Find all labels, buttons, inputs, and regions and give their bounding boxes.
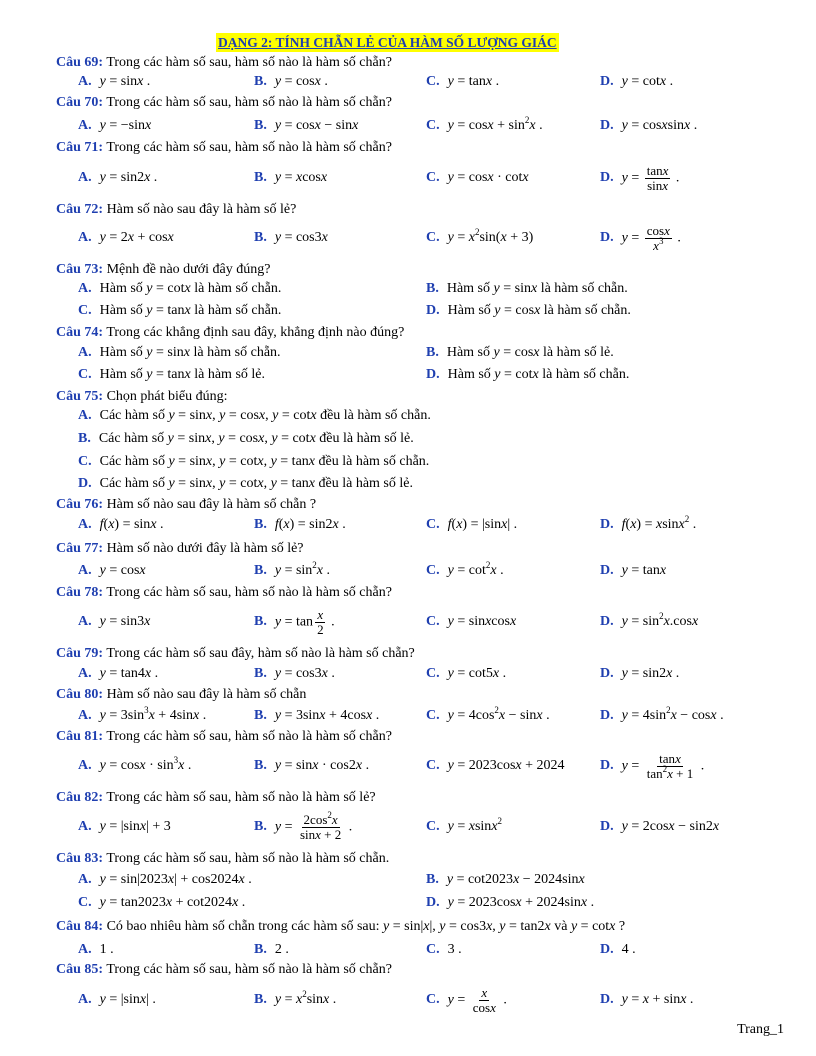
- option-c: C. y = tan2023x + cot2024x .: [78, 895, 246, 910]
- option-b: B. Hàm số y = cosx là hàm số lẻ.: [426, 345, 614, 360]
- question-75: Câu 75: Chọn phát biểu đúng:: [56, 389, 228, 404]
- option-c: C. f(x) = |sinx| .: [426, 517, 518, 532]
- option-75-b: [0, 427, 816, 451]
- options-71: [0, 162, 816, 193]
- question-text: Trong các hàm số sau, hàm số nào là hàm số chẵn?: [106, 55, 392, 70]
- options-69: [0, 70, 816, 94]
- option-d: D. Các hàm số y = sinx, y = cotx, y = tanx đều là hàm số lẻ.: [78, 476, 413, 491]
- option-b: B. y = cosx .: [254, 74, 328, 89]
- options-81: [0, 750, 816, 781]
- question-78: Câu 78: Trong các hàm số sau, hàm số nào là hàm số chẵn?: [56, 585, 392, 600]
- option-b: B. y = sinx · cos2x .: [254, 758, 370, 773]
- option-a: A. y = |sinx| + 3: [78, 819, 171, 834]
- options-84: [0, 938, 816, 962]
- question-72: Câu 72: Hàm số nào sau đây là hàm số lẻ?: [56, 202, 297, 217]
- option-d: D. y = cosxsinx .: [600, 118, 698, 133]
- option-d: D. y = tanx: [600, 563, 667, 578]
- option-c: C. y = $\frac{x}{\cos x}$ .: [426, 984, 507, 1015]
- option-b: B. y = cos3x .: [254, 666, 335, 681]
- question-76: Câu 76: Hàm số nào sau đây là hàm số chẵn ?: [56, 497, 317, 512]
- option-75-d: [0, 472, 816, 496]
- option-a: A. y = |sinx| .: [78, 992, 156, 1007]
- option-a: A. f(x) = sinx .: [78, 517, 164, 532]
- options-70: [0, 114, 816, 138]
- option-c: C. $y = 4\cos^2x - \sin x$ .: [426, 705, 550, 723]
- option-75-a: [0, 404, 816, 428]
- question-74: Câu 74: Trong các khẳng định sau đây, khẳng định nào đúng?: [56, 325, 405, 340]
- option-a: A. y = cosx: [78, 563, 146, 578]
- option-a: A. $y = \cos x \cdot \sin^3x$ .: [78, 755, 192, 773]
- option-b: B. y = 3sinx + 4cosx .: [254, 708, 380, 723]
- question-79: Câu 79: Trong các hàm số sau đây, hàm số nào là hàm số chẵn?: [56, 646, 415, 661]
- option-d: D. 4 .: [600, 942, 636, 957]
- page-number: Trang_1: [737, 1022, 784, 1037]
- options-72: [0, 222, 816, 253]
- option-c: C. Các hàm số y = sinx, y = cotx, y = tanx đều là hàm số chẵn.: [78, 454, 430, 469]
- question-73: Câu 73: Mệnh đề nào dưới đây đúng?: [56, 262, 271, 277]
- question-85: Câu 85: Trong các hàm số sau, hàm số nào là hàm số chẵn?: [56, 962, 392, 977]
- option-c: C. y = 2023cosx + 2024: [426, 758, 565, 773]
- option-a: A. Hàm số y = cotx là hàm số chẵn.: [78, 281, 282, 296]
- options-79: [0, 662, 816, 686]
- option-a: A. y = −sinx: [78, 118, 152, 133]
- option-d: D. $y = 4\sin^2x - \cos x$ .: [600, 705, 724, 723]
- option-d: D. y = 2023cosx + 2024sinx .: [426, 895, 595, 910]
- option-a: A. y = 2x + cosx: [78, 230, 174, 245]
- option-d: D. $y = \sin^2x.\cos x$: [600, 611, 699, 629]
- option-c: C. y = sinxcosx: [426, 614, 517, 629]
- question-71: Câu 71: Trong các hàm số sau, hàm số nào là hàm số chẵn?: [56, 140, 392, 155]
- option-c: C. $y = \cot^2x$ .: [426, 560, 504, 578]
- option-a: A. Hàm số y = sinx là hàm số chẵn.: [78, 345, 281, 360]
- options-78: [0, 606, 816, 637]
- option-d: D. y = $\frac{\cos x}{x^3}$ .: [600, 222, 681, 253]
- option-d: D. y = $\frac{\tan x}{\sin x}$ .: [600, 162, 680, 193]
- options-73-cd: [0, 299, 816, 323]
- option-b: B. y = tan $\frac{x}{2}$ .: [254, 606, 335, 637]
- options-80: [0, 704, 816, 728]
- question-81: Câu 81: Trong các hàm số sau, hàm số nào là hàm số chẵn?: [56, 729, 392, 744]
- option-b: B. $y = x^2\sin x$ .: [254, 989, 337, 1007]
- question-84: Câu 84: Có bao nhiêu hàm số chẵn trong các hàm số sau: y = sin|x|, y = cos3x, y = tan2x và y = cotx ?: [56, 919, 626, 934]
- option-a: A. y = sin2x .: [78, 170, 158, 185]
- option-a: A. y = sin3x: [78, 614, 151, 629]
- options-82: [0, 809, 816, 842]
- option-c: C. 3 .: [426, 942, 462, 957]
- options-74-cd: [0, 363, 816, 387]
- option-b: B. y = $\frac{2\cos^2x}{\sin x + 2}$ .: [254, 809, 353, 842]
- option-a: A. y = sin|2023x| + cos2024x .: [78, 872, 252, 887]
- options-83-ab: [0, 868, 816, 892]
- option-c: C. y = cot5x .: [426, 666, 507, 681]
- option-a: A. 1 .: [78, 942, 114, 957]
- option-b: B. Các hàm số y = sinx, y = cosx, y = cotx đều là hàm số lẻ.: [78, 431, 414, 446]
- option-c: C. y = xsinx$^2$: [426, 816, 503, 834]
- option-a: A. y = sinx .: [78, 74, 151, 89]
- option-b: B. y = cosx − sinx: [254, 118, 359, 133]
- option-c: C. Hàm số y = tanx là hàm số lẻ.: [78, 367, 265, 382]
- option-b: B. Hàm số y = sinx là hàm số chẵn.: [426, 281, 628, 296]
- options-74-ab: [0, 341, 816, 365]
- options-77: [0, 559, 816, 583]
- question-82: Câu 82: Trong các hàm số sau, hàm số nào là hàm số lẻ?: [56, 790, 376, 805]
- options-83-cd: [0, 891, 816, 915]
- option-c: C. $y = x^2\sin(x + 3)$: [426, 227, 534, 245]
- option-a: A. Các hàm số y = sinx, y = cosx, y = cotx đều là hàm số chẵn.: [78, 408, 431, 423]
- option-a: A. $y = 3\sin^3x + 4\sin x$ .: [78, 705, 207, 723]
- question-77: Câu 77: Hàm số nào dưới đây là hàm số lẻ?: [56, 541, 304, 556]
- option-d: D. y = sin2x .: [600, 666, 680, 681]
- option-d: D. y = $\frac{\tan x}{\tan^2x + 1}$ .: [600, 750, 705, 781]
- option-b: B. y = xcosx: [254, 170, 328, 185]
- question-80: Câu 80: Hàm số nào sau đây là hàm số chẵn: [56, 687, 307, 702]
- option-b: B. 2 .: [254, 942, 289, 957]
- section-heading: DẠNG 2: TÍNH CHẴN LẺ CỦA HÀM SỐ LƯỢNG GIÁC: [218, 35, 557, 50]
- option-d: D. f(x) = xsinx$^2$ .: [600, 514, 697, 532]
- option-a: A. y = tan4x .: [78, 666, 159, 681]
- option-b: B. y = cos3x: [254, 230, 328, 245]
- options-85: [0, 984, 816, 1015]
- option-c: C. Hàm số y = tanx là hàm số chẵn.: [78, 303, 282, 318]
- options-73-ab: [0, 277, 816, 301]
- option-d: D. Hàm số y = cotx là hàm số chẵn.: [426, 367, 630, 382]
- option-c: C. y = tanx .: [426, 74, 500, 89]
- question-label: Câu 69:: [56, 55, 104, 70]
- option-d: D. y = x + sinx .: [600, 992, 694, 1007]
- option-d: D. Hàm số y = cosx là hàm số chẵn.: [426, 303, 631, 318]
- option-75-c: [0, 450, 816, 474]
- option-b: B. y = cot2023x − 2024sinx: [426, 872, 585, 887]
- option-d: D. y = 2cosx − sin2x: [600, 819, 720, 834]
- option-c: C. $y = \cos x + \sin^2x$ .: [426, 115, 543, 133]
- option-c: C. y = cosx · cotx: [426, 170, 529, 185]
- question-83: Câu 83: Trong các hàm số sau, hàm số nào là hàm số chẵn.: [56, 851, 390, 866]
- option-d: D. y = cotx .: [600, 74, 674, 89]
- option-b: B. $y = \sin^2x$ .: [254, 560, 331, 578]
- option-b: B. f(x) = sin2x .: [254, 517, 346, 532]
- question-70: Câu 70: Trong các hàm số sau, hàm số nào là hàm số chẵn?: [56, 95, 392, 110]
- options-76: [0, 513, 816, 537]
